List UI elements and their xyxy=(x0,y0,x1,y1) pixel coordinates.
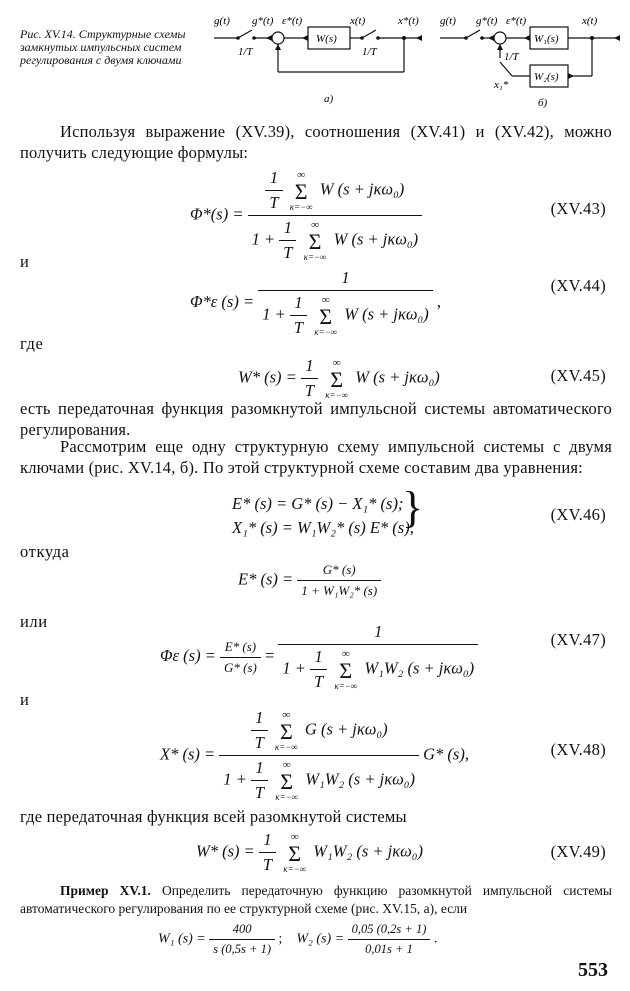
example-w2-lhs: W₂ (s) = xyxy=(296,931,345,947)
eq49-sum: ∞ Σ κ=−∞ xyxy=(283,830,307,874)
equation-xv49 xyxy=(196,830,423,875)
eq48-number: (XV.48) xyxy=(550,740,606,759)
eq45-number: (XV.45) xyxy=(550,366,606,385)
diag-b-error-label: ε*(t) xyxy=(506,15,527,27)
eq46-number: (XV.46) xyxy=(550,505,606,524)
eq49-number: (XV.49) xyxy=(550,842,606,861)
eq43-T-den: T xyxy=(283,243,293,262)
eq45-one: 1 xyxy=(305,356,314,375)
paragraph-definition: есть передаточная функция разомкнутой импульсной системы автоматического регулирования. xyxy=(20,399,612,439)
eq48-sum-den: ∞ Σ κ=−∞ xyxy=(275,758,299,802)
eq47-lhs: Φε (s) = xyxy=(160,645,216,665)
eq44-sum: ∞ Σ κ=−∞ xyxy=(314,293,338,337)
eq45-sum: ∞ Σ κ=−∞ xyxy=(325,356,349,400)
eq46-line1: E* (s) = G* (s) − X₁* (s); xyxy=(232,494,404,513)
eq46-line2: X₁* (s) = W₁W₂* (s) E* (s), xyxy=(232,518,414,537)
diag-a-period-1: 1/T xyxy=(238,46,253,58)
eq48-num: G (s + jκω₀) xyxy=(304,719,388,739)
eq44-one: 1 xyxy=(294,293,303,312)
equation-xv45 xyxy=(238,356,440,401)
eq49-one: 1 xyxy=(263,830,272,849)
eq48-one-num: 1 xyxy=(255,708,264,727)
eq47-number: (XV.47) xyxy=(550,630,606,649)
eq-e-lhs: E* (s) = xyxy=(238,569,294,589)
equation-e-star xyxy=(238,562,381,599)
example-formulas: W₁ (s) = $\frac{400}{s (0,5s + 1)}$ ; W₂ (s) = $\frac{0,05 (0,2s + 1)}{0,01s + 1}$ . xyxy=(158,922,438,956)
diag-b-label: б) xyxy=(538,97,548,108)
eq48-one-den: 1 xyxy=(255,758,264,777)
eq47-num: 1 xyxy=(374,622,383,641)
eq44-number: (XV.44) xyxy=(550,276,606,295)
eq48-tail: G* (s), xyxy=(423,744,469,764)
eq47-frac-num: E* (s) xyxy=(224,638,257,654)
paragraph-second-scheme: Рассмотрим еще одну структурную схему импульсной системы с двумя ключами (рис. XV.14, б). По этой структурной схеме составим два уравнения: xyxy=(20,437,612,477)
word-or: или xyxy=(20,612,48,631)
eq47-fraction xyxy=(278,622,478,692)
eq47-sum: ∞ Σ κ=−∞ xyxy=(334,647,358,691)
equation-xv44: Φ*ε (s) = 1 1 + $\frac{1}{T}$ ∞ Σ κ=−∞ W (s + jκω₀) , xyxy=(190,268,442,337)
word-and-2: и xyxy=(20,690,30,709)
diag-a-error-label: ε*(t) xyxy=(282,15,303,27)
paragraph-intro: Используя выражение (XV.39), соотношения (XV.41) и (XV.42), можно получить следующие формулы: xyxy=(20,122,612,162)
equation-xv48 xyxy=(160,708,469,803)
eq44-den: W (s + jκω₀) xyxy=(344,304,429,324)
eq48-den-prefix: 1 + xyxy=(223,769,247,789)
word-where-1: где xyxy=(20,334,44,353)
eq45-T: T xyxy=(304,381,315,400)
eq48-T-den: T xyxy=(254,783,265,802)
diag-a-output-label: x(t) xyxy=(350,15,366,27)
eq44-lhs: Φ*ε (s) = xyxy=(190,291,255,311)
eq48-T-num: T xyxy=(254,733,264,752)
eq47-den: W₁W₂ (s + jκω₀) xyxy=(364,658,475,678)
example-w2-den: 0,01s + 1 xyxy=(365,942,413,956)
eq48-den: W₁W₂ (s + jκω₀) xyxy=(305,769,415,789)
eq47-one: 1 xyxy=(314,647,323,666)
example-paragraph xyxy=(20,882,612,918)
eq49-T: T xyxy=(262,855,273,874)
eq44-num: 1 xyxy=(341,268,350,287)
eq47-den-prefix: 1 + xyxy=(282,658,306,678)
example-w1-num: 400 xyxy=(232,922,252,936)
eq43-fraction xyxy=(248,168,423,263)
eq43-T-num: T xyxy=(269,193,279,212)
eq43-lhs: Φ*(s) = xyxy=(190,204,244,224)
example-body: Определить передаточную функцию разомкнутой импульсной системы автоматического регулирования по ее структурной схеме (рис. XV.15, а), если xyxy=(20,883,612,916)
eq48-lhs: X* (s) = xyxy=(160,744,216,764)
eq-e-den: 1 + W₁W₂* (s) xyxy=(301,583,378,598)
diag-a-sampled-input-label: g*(t) xyxy=(252,15,274,27)
example-w1-lhs: W₁ (s) = xyxy=(158,931,206,947)
diag-b-input-label: g(t) xyxy=(440,15,456,27)
diag-b-period: 1/T xyxy=(504,51,519,63)
example-w2-fraction xyxy=(348,922,431,957)
eq43-one-num: 1 xyxy=(269,168,279,187)
eq43-number: (XV.43) xyxy=(550,199,606,218)
eq43-num: W (s + jκω₀) xyxy=(319,179,405,199)
eq45-body: W (s + jκω₀) xyxy=(355,367,440,387)
example-w1-den: s (0,5s + 1) xyxy=(213,942,271,956)
eq44-T: T xyxy=(293,318,304,337)
equation-xv47: Φε (s) = $\frac{E* (s)}{G* (s)}$ = 1 1 + $\frac{1}{T}$ ∞ Σ κ=−∞ W₁W₂ (s + jκω₀) xyxy=(160,622,478,692)
eq43-sum-num: ∞ Σ κ=−∞ xyxy=(289,168,313,212)
eq-e-num: G* (s) xyxy=(322,562,356,577)
example-heading: Пример XV.1. xyxy=(60,883,151,898)
figure-caption: Рис. XV.14. Структурные схемы замкнутых импульсных систем регулирования с двумя ключами xyxy=(20,27,186,67)
word-and-1: и xyxy=(20,252,30,271)
diag-a-input-label: g(t) xyxy=(214,15,230,27)
diag-a-block-label: W(s) xyxy=(316,33,337,45)
eq48-fraction xyxy=(219,708,419,803)
eq43-one-den: 1 xyxy=(283,218,292,237)
diag-a-period-2: 1/T xyxy=(362,46,377,58)
eq49-lhs: W* (s) = xyxy=(196,841,255,861)
figure-diagrams xyxy=(212,10,622,113)
word-whence: откуда xyxy=(20,542,70,561)
diag-b-feedback-label: x₁* xyxy=(494,79,509,91)
eq44-den-prefix: 1 + xyxy=(262,304,286,324)
diag-b-sampled-input-label: g*(t) xyxy=(476,15,498,27)
diag-b-output-label: x(t) xyxy=(582,15,598,27)
equation-xv43 xyxy=(190,168,422,263)
example-w1-fraction xyxy=(209,922,275,957)
eq45-lhs: W* (s) = xyxy=(238,367,297,387)
page-number: 553 xyxy=(578,959,608,981)
example-w2-num: 0,05 (0,2s + 1) xyxy=(351,922,427,936)
diag-a-sampled-output-label: x*(t) xyxy=(398,15,419,27)
eq47-small-fraction xyxy=(220,639,261,676)
eq48-sum-num: ∞ Σ κ=−∞ xyxy=(274,708,298,752)
paragraph-open-loop: где передаточная функция всей разомкнутой системы xyxy=(20,807,407,826)
eq44-fraction xyxy=(258,268,433,338)
block-diagrams-svg xyxy=(212,10,622,108)
eq47-T: T xyxy=(314,672,324,691)
eq46-brace: } xyxy=(402,483,424,532)
eq-e-fraction xyxy=(297,562,381,599)
diag-b-block1-label: W₁(s) xyxy=(534,33,559,45)
equation-xv46 xyxy=(232,492,414,540)
eq43-den: W (s + jκω₀) xyxy=(333,229,419,249)
eq43-sum-den: ∞ Σ κ=−∞ xyxy=(303,218,327,262)
diag-b-block2-label: W₂(s) xyxy=(534,71,559,83)
eq49-body: W₁W₂ (s + jκω₀) xyxy=(313,841,424,861)
eq43-den-prefix: 1 + xyxy=(251,229,276,249)
diag-a-label: а) xyxy=(324,93,334,105)
eq47-frac-den: G* (s) xyxy=(223,659,257,675)
